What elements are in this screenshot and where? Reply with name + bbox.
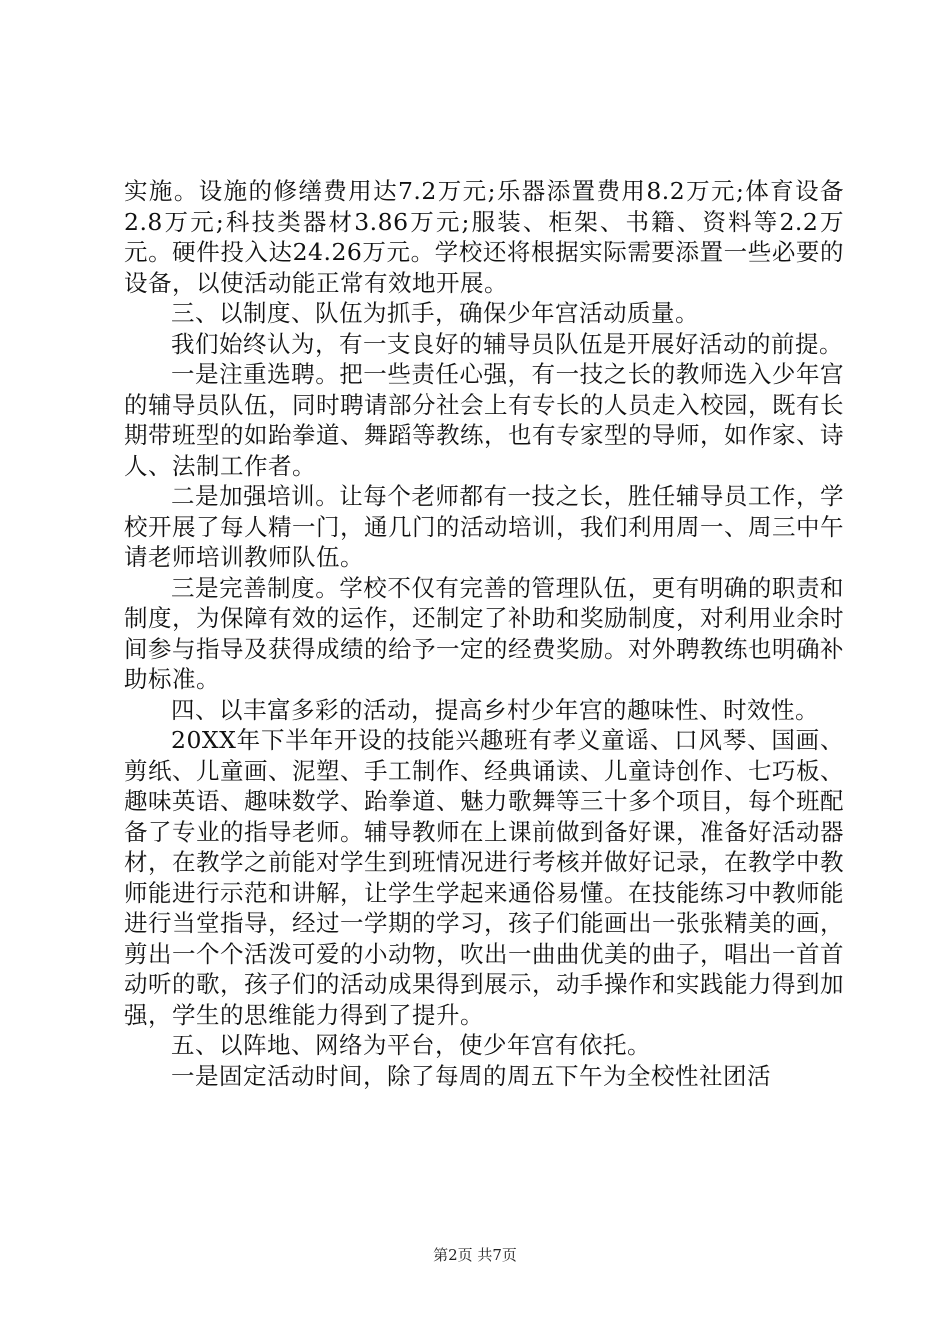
paragraph: 20XX年下半年开设的技能兴趣班有孝义童谣、口风琴、国画、剪纸、儿童画、泥塑、手工制作、经典诵读、儿童诗创作、七巧板、趣味英语、趣味数学、跆拳道、魅力歌舞等三十多个项目，每个班配备了专业的指导老师。辅导教师在上课前做到备好课，准备好活动器材，在教学之前能对学生到班情况进行考核并做好记录，在教学中教师能进行示范和讲解，让学生学起来通俗易懂。在技能练习中教师能进行当堂指导，经过一学期的学习，孩子们能画出一张张精美的画，剪出一个个活泼可爱的小动物，吹出一曲曲优美的曲子，唱出一首首动听的歌，孩子们的活动成果得到展示，动手操作和实践能力得到加强，学生的思维能力得到了提升。 bbox=[124, 726, 844, 1029]
paragraph: 三是完善制度。学校不仅有完善的管理队伍，更有明确的职责和制度，为保障有效的运作，还制定了补助和奖励制度，对利用业余时间参与指导及获得成绩的给予一定的经费奖励。对外聘教练也明确补助标准。 bbox=[124, 573, 844, 693]
page-number-footer: 第2页 共7页 bbox=[433, 1246, 517, 1264]
paragraph: 我们始终认为，有一支良好的辅导员队伍是开展好活动的前提。 bbox=[171, 329, 843, 358]
paragraph: 一是固定活动时间，除了每周的周五下午为全校性社团活 bbox=[171, 1061, 771, 1090]
section-heading-3: 三、以制度、队伍为抓手，确保少年宫活动质量。 bbox=[171, 299, 699, 327]
paragraph-continuation: 实施。设施的修缮费用达7.2万元;乐器添置费用8.2万元;体育设备2.8万元;科技类器材3.86万元;服装、柜架、书籍、资料等2.2万元。硬件投入达24.26万元。学校还将根据实际需要添置一些必要的设备，以使活动能正常有效地开展。 bbox=[124, 177, 844, 297]
document-body bbox=[124, 176, 844, 1091]
paragraph: 二是加强培训。让每个老师都有一技之长，胜任辅导员工作，学校开展了每人精一门，通几门的活动培训，我们利用周一、周三中午请老师培训教师队伍。 bbox=[124, 482, 844, 571]
section-heading-5: 五、以阵地、网络为平台，使少年宫有依托。 bbox=[171, 1031, 651, 1059]
section-heading-4: 四、以丰富多彩的活动，提高乡村少年宫的趣味性、时效性。 bbox=[171, 695, 819, 724]
paragraph: 一是注重选聘。把一些责任心强，有一技之长的教师选入少年宫的辅导员队伍，同时聘请部分社会上有专长的人员走入校园，既有长期带班型的如跆拳道、舞蹈等教练，也有专家型的导师，如作家、诗人、法制工作者。 bbox=[124, 360, 844, 480]
